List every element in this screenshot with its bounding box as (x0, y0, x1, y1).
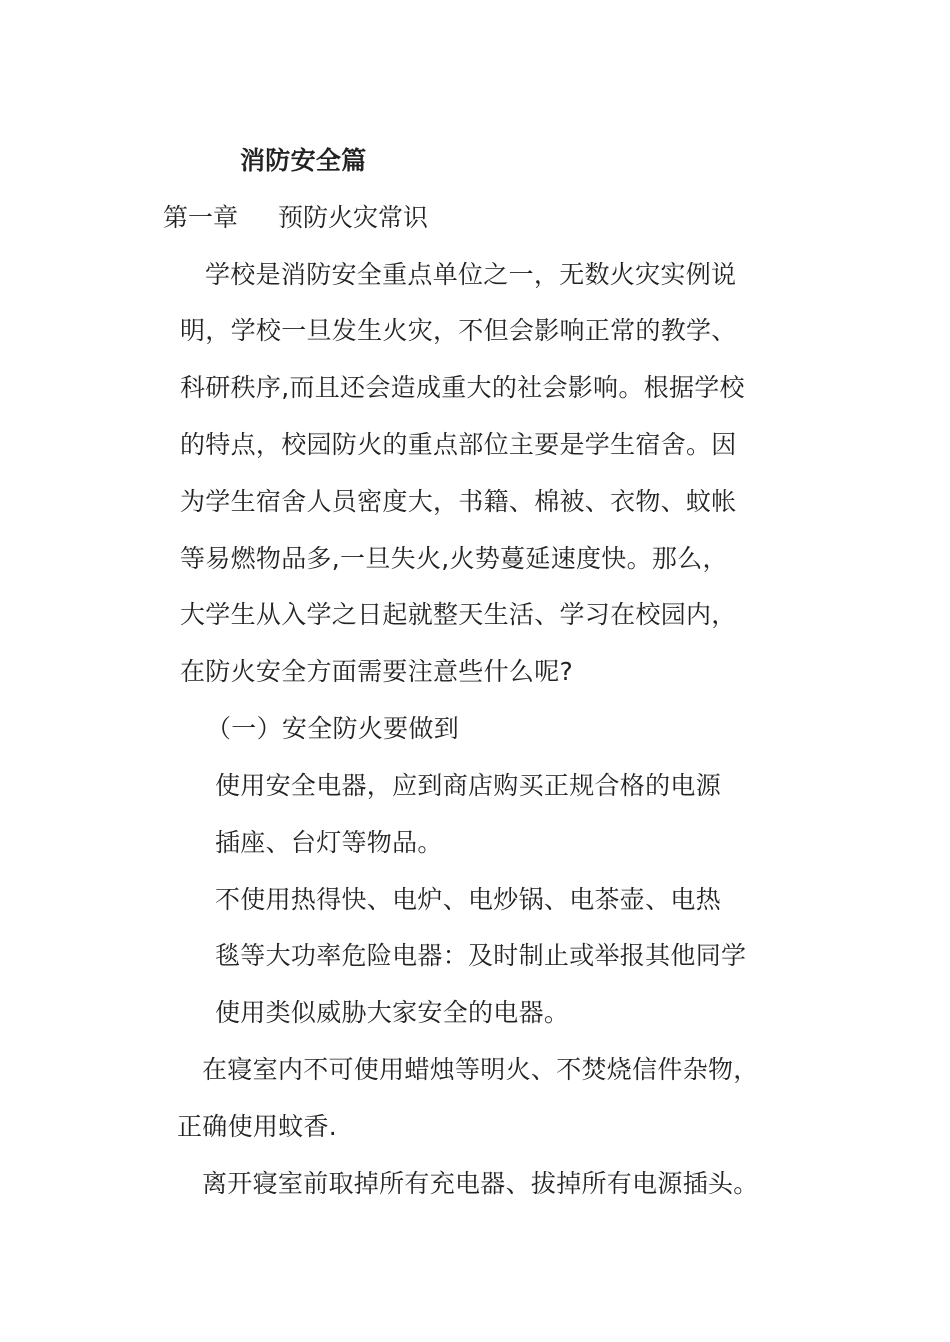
paragraph-line: 学校是消防安全重点单位之一，无数火灾实例说 (205, 260, 737, 289)
item-line: 正确使用蚊香. (177, 1112, 338, 1141)
chapter-label: 第一章 (163, 203, 239, 232)
item-line: 使用安全电器，应到商店购买正规合格的电源 (215, 771, 722, 800)
item-line: 不使用热得快、电炉、电炒锅、电茶壶、电热 (215, 885, 722, 914)
paragraph-line: 大学生从入学之日起就整天生活、学习在校园内， (180, 600, 737, 629)
document-title: 消防安全篇 (240, 146, 367, 175)
item-line: 离开寝室前取掉所有充电器、拔掉所有电源插头。 (202, 1169, 759, 1198)
paragraph-line: 科研秩序,而且还会造成重大的社会影响。根据学校 (180, 373, 745, 402)
chapter-title: 预防火灾常识 (278, 203, 429, 232)
item-line: 使用类似威胁大家安全的电器。 (215, 998, 570, 1027)
paragraph-line: 的特点，校园防火的重点部位主要是学生宿舍。因 (180, 430, 737, 459)
paragraph-line: 在防火安全方面需要注意些什么呢? (180, 657, 574, 686)
section-heading: （一）安全防火要做到 (206, 714, 460, 743)
paragraph-line: 等易燃物品多,一旦失火,火势蔓延速度快。那么， (180, 544, 728, 573)
item-line: 毯等大功率危险电器：及时制止或举报其他同学 (215, 941, 747, 970)
paragraph-line: 明，学校一旦发生火灾，不但会影响正常的教学、 (180, 316, 737, 345)
paragraph-line: 为学生宿舍人员密度大，书籍、棉被、衣物、蚊帐 (180, 487, 737, 516)
item-line: 在寝室内不可使用蜡烛等明火、不焚烧信件杂物， (202, 1055, 759, 1084)
item-line: 插座、台灯等物品。 (215, 828, 443, 857)
